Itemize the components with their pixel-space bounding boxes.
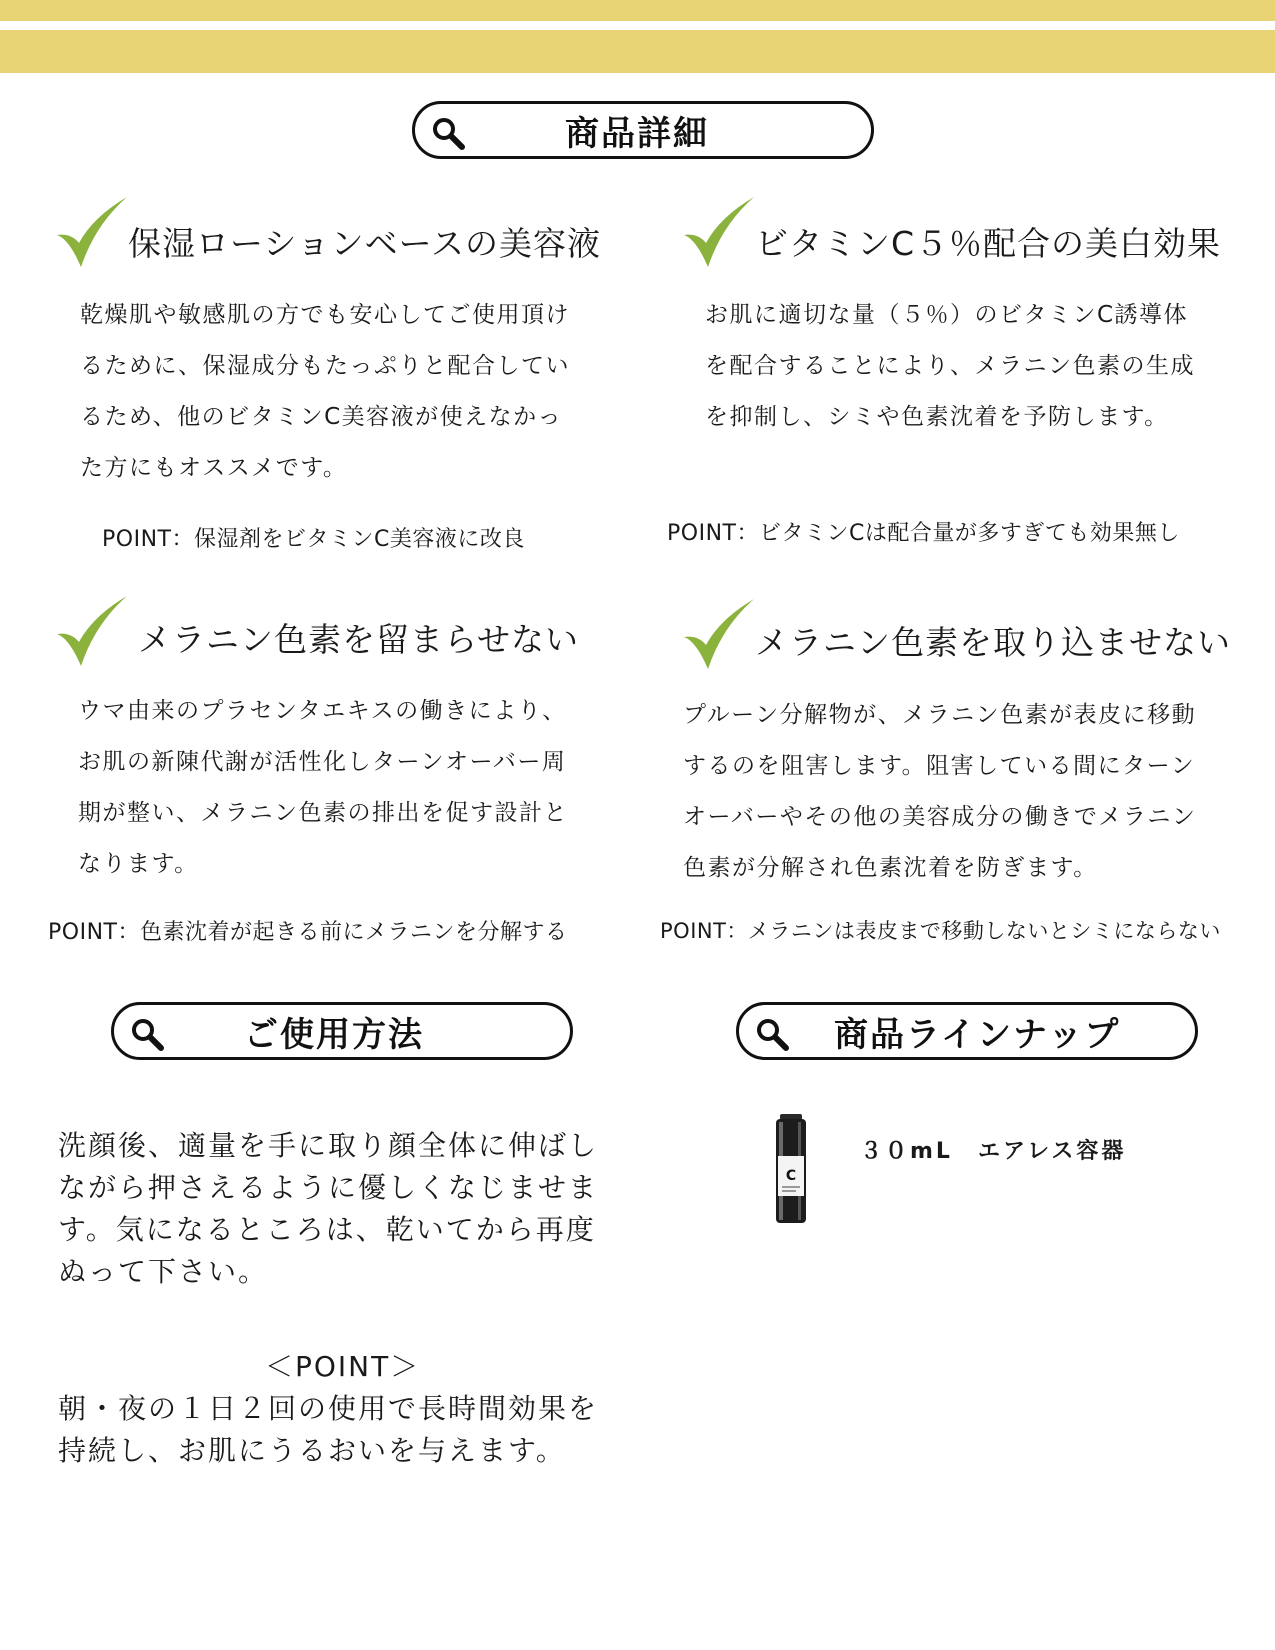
text-line: お肌に適切な量（５％）のビタミンC誘導体 xyxy=(705,302,1189,328)
header-band xyxy=(0,30,1275,73)
details-section-title: 商品詳細 xyxy=(565,113,709,154)
details-section-header xyxy=(412,101,874,159)
feature-body-vitamin-c xyxy=(705,290,1195,443)
lineup-section-title: 商品ラインナップ xyxy=(834,1014,1121,1055)
text-line: なります。 xyxy=(78,851,199,877)
lineup-section-header xyxy=(736,1002,1198,1060)
feature-point-vitamin-c: POINT：ビタミンCは配合量が多すぎても効果無し xyxy=(667,521,1180,546)
feature-title-melanin-block: メラニン色素を取り込ませない xyxy=(755,623,1231,662)
feature-body-moisture xyxy=(80,290,570,494)
usage-description xyxy=(58,1125,598,1293)
top-accent-band xyxy=(0,0,1275,21)
feature-title-moisture: 保湿ローションベースの美容液 xyxy=(128,224,602,263)
feature-point-melanin-retain: POINT：色素沈着が起きる前にメラニンを分解する xyxy=(48,920,568,945)
text-line: お肌の新陳代謝が活性化しターンオーバー周 xyxy=(78,749,567,775)
text-line: ぬって下さい。 xyxy=(58,1255,269,1288)
text-line: を配合することにより、メラニン色素の生成 xyxy=(705,353,1195,379)
text-line: 朝・夜の１日２回の使用で長時間効果を xyxy=(58,1392,599,1425)
text-line: す。気になるところは、乾いてから再度 xyxy=(58,1213,596,1246)
text-line: 色素が分解され色素沈着を防ぎます。 xyxy=(683,855,1098,881)
search-icon xyxy=(130,1017,164,1051)
feature-body-melanin-retain xyxy=(78,686,568,890)
text-line: を抑制し、シミや色素沈着を予防します。 xyxy=(705,404,1169,430)
check-icon xyxy=(682,597,756,673)
feature-title-vitamin-c: ビタミンC５％配合の美白効果 xyxy=(755,224,1222,263)
text-line: するのを阻害します。阻害している間にターン xyxy=(683,753,1196,779)
text-line: るために、保湿成分もたっぷりと配合してい xyxy=(80,353,570,379)
search-icon xyxy=(431,116,465,150)
text-line: るため、他のビタミンC美容液が使えなかっ xyxy=(80,404,563,430)
usage-section-title: ご使用方法 xyxy=(244,1014,424,1055)
text-line: 乾燥肌や敏感肌の方でも安心してご使用頂け xyxy=(80,302,570,328)
text-line: ながら押さえるように優しくなじませま xyxy=(58,1171,599,1204)
text-line: た方にもオススメです。 xyxy=(80,455,348,481)
search-icon xyxy=(755,1017,789,1051)
feature-title-melanin-retain: メラニン色素を留まらせない xyxy=(138,620,580,659)
text-line: 洗顔後、適量を手に取り顔全体に伸ばし xyxy=(58,1129,599,1162)
feature-point-melanin-block: POINT：メラニンは表皮まで移動しないとシミにならない xyxy=(660,919,1221,943)
check-icon xyxy=(55,195,129,271)
usage-point-heading: ＜POINT＞ xyxy=(265,1350,421,1383)
usage-point-text xyxy=(58,1388,598,1472)
text-line: オーバーやその他の美容成分の働きでメラニン xyxy=(683,804,1197,830)
text-line: プルーン分解物が、メラニン色素が表皮に移動 xyxy=(683,702,1197,728)
usage-section-header xyxy=(111,1002,573,1060)
bottle-label-letter: C xyxy=(785,1168,797,1184)
feature-point-moisture: POINT：保湿剤をビタミンC美容液に改良 xyxy=(102,527,525,552)
check-icon xyxy=(682,195,756,271)
product-lineup-item: ３０mL エアレス容器 xyxy=(860,1139,1127,1164)
text-line: ウマ由来のプラセンタエキスの働きにより、 xyxy=(78,698,567,724)
text-line: 期が整い、メラニン色素の排出を促す設計と xyxy=(78,800,568,826)
check-icon xyxy=(55,594,129,670)
product-bottle-image xyxy=(772,1114,810,1226)
text-line: 持続し、お肌にうるおいを与えます。 xyxy=(58,1434,566,1467)
feature-body-melanin-block xyxy=(683,690,1196,894)
